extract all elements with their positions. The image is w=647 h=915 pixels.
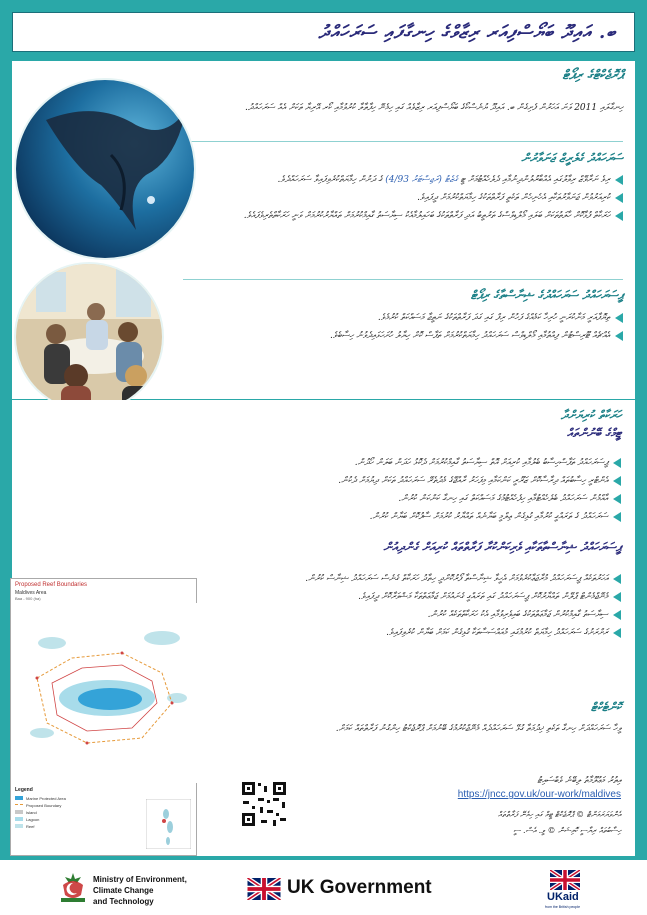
- list-item: އެއްޗެއް ޓޫރިސްޓުން ފިއްތުމާއި މޯލްޑިވްސް ސަރަހައްދު ހިމާޔަތްކުރުމަށް ތަފާސް ކޮށް ހިޔާލު ހުށަހަޅައިދެވުނު ހިސާބެވެ.: [223, 329, 623, 343]
- contact-heading: ކޮންޓެކްޓް: [590, 700, 621, 714]
- bullet-icon: [613, 458, 621, 468]
- intro-body: ހިނގާލައި 2011 ވަނަ އަހަރުން ފެށިގެން ބ. އައިދޫ ޔުނެސްކޯގެ ބަޔޯސްފިއަރ ރިޒާވެއް ގައި ހިމެނޭ ހިފާތާލާ ކުރުވުމާއި ކޯރ އޭރިޔާ ތަކަށް އެއް ސަރަހައްދު.: [244, 103, 623, 113]
- bullet-icon: [613, 574, 621, 584]
- title-banner: [12, 12, 635, 52]
- qr-code-icon: [240, 780, 288, 828]
- stakeholders-list: [231, 572, 621, 644]
- list-item: ހަރަކާތް ފުޅާކޮށް ހާލަތުތަކަށް ބަލައި މޯލްޑިވްސްގެ ތަރުތީބު އަދި ފަރާތްތަކުގެ ބަހައިލުމާއެކު ސިޔާސަތު ގާއިމްކުރުމަށް ތައްޔާރުކުރުމަށް ވަނީ ހަރަކާތްތެރިވެފައެވެ.: [183, 209, 623, 223]
- list-item: އާއްމުން ސަރަހައްދު ބެލެހެއްޓުމާއި ހިފެހެއްޓުމުގެ މަސައްކަތް ގައި ހިނގާ ކަންކަން ކުރުން.: [151, 492, 621, 506]
- legend-item: Lagoon: [15, 816, 66, 823]
- manta-ray-photo: [14, 78, 196, 260]
- list-item: ކުރިއަރުވުން ޖަނަވާރުތަކާއި އެހެނިހެން ތަކެތީ ފަރާތްތަކުގެ ހިމާޔަތްކުރުމަށް ދީފައިވެ.: [183, 191, 623, 205]
- list-item: ރިވެ ނަރާވޭޒް ރިވާލުގައި އެއްބާރުލުންދިނުމާއި ދެލެހެއްޓުމަށް ޓީ ގެޒެޓު (ރަޖިސްޓަރު 4/93) ގެ ދަށުން ހިމާޔަތްކުރެވިފައިވާ ސަރަހައްދެވެ.: [183, 173, 623, 187]
- website-link[interactable]: https://jncc.gov.uk/our-work/maldives: [457, 789, 621, 800]
- activities-heading-1: ހަރަކާތް ކުރިޔަށްދާ: [560, 408, 621, 422]
- copyright-line-1: އެންވަޔަރަމަންޓް © ޕްރޮޖެކްޓް ޓީމް ގައި ހިމެނޭ ފަރާތްތައް: [497, 810, 621, 819]
- activities-heading-2: ޓީމްގެ ބޭނުންތައް: [567, 426, 621, 440]
- union-flag-icon: [247, 878, 281, 900]
- legend-item: Proposed Boundary: [15, 802, 66, 809]
- meeting-photo: [14, 262, 164, 412]
- list-item: ސަރަހައްދު ގެ ތަރައްގީ ކުރުމާއި ގުޅިގެން ޢިލްމީ ބަޔާނެއް ތައްޔާރު ކުރުމަށް ސާފުކޮށް ބަޔާން ކުރުން.: [151, 510, 621, 524]
- inset-map: [146, 799, 191, 849]
- ukaid-flag-icon: [550, 870, 580, 890]
- map-note: Baa - 900 (ha): [15, 596, 41, 601]
- bullet-icon: [615, 193, 623, 203]
- ukaid-logo-text: UKaid: [547, 891, 579, 903]
- divider: [183, 279, 623, 280]
- science-heading: ޕީސަރަހައްދު ސަރަހައްދުގެ ޝިނާސްތާގެ ރިޕޯޓް: [470, 288, 623, 302]
- legend-item: Island: [15, 809, 66, 816]
- activities-list: [151, 456, 621, 528]
- bullet-icon: [615, 211, 623, 221]
- map-title: Proposed Reef Boundaries: [15, 582, 88, 588]
- bullet-icon: [613, 476, 621, 486]
- ukaid-tagline: from the British people: [545, 905, 581, 909]
- list-item: ރަށްރަށުގެ ސަރަހައްދު ހިމާޔަތް ކުރުމުގައި މުއައްސަސާތަކާ ގުޅިގެން ކަމަށް ބަޔާން ކުރެވިފައިވެ.: [231, 626, 621, 640]
- contact-body: ވީހާ ސަރަހައްދަށް ހިނގާ ތަކެތި ޚިދުމަތާ ގުޅޭ ސަރަހައްދެއް މެނޭޖްކުރުމުގެ ބޭނުމަށް ޕްރޮޖެކްޓު ހިންގުނު ފަރާތްތައް ކަމަށް.: [335, 724, 621, 734]
- qr-code[interactable]: [240, 780, 288, 828]
- maldives-emblem-icon: [57, 871, 89, 905]
- map-canvas: [12, 603, 197, 783]
- list-item: އެންޓްރީ ހިސާބުތައް ދިރާސާކޮށް ޒަރޫރީ ކަންކަމާއި މިފަހަރު ރާއްޖޭގެ މެދުތެރޭ ސަރަހައްދު ތަކަށް ދިޔުމަށް ދެކުން.: [151, 474, 621, 488]
- science-list: [223, 311, 623, 347]
- list-item: އަހަރުތަކެއް ޕީސަރަހައްދު މުރާޖަޢާކުރެވުމަށް އެހީވާ ޝިނާސްތާ ފޯރުކޮށްދީ ހިތާދު ހަރަކާތް ގެނެސް ސަރަހައްދު ޝިނާސް ކުރުން.: [231, 572, 621, 586]
- uk-government-logo-text: UK Government: [287, 877, 432, 898]
- logo-strip: [0, 860, 647, 915]
- bullet-icon: [615, 175, 623, 185]
- targets-list: [183, 173, 623, 227]
- map-subtitle: Maldives Area: [15, 590, 47, 596]
- page-title: ބ. އައިދޫ ބަޔޯސްފިއަރ ރިޒާވްގެ ހިނގާފައި ސަރަހައްދު: [318, 21, 616, 43]
- bullet-icon: [613, 592, 621, 602]
- copyright-line-2: ހިސާބުތައް ރިޔާސީ ކޮމިޝަން © ވީ. އެސް. ސީ: [513, 826, 621, 835]
- gazette-link[interactable]: ގެޒެޓު (ރަޖިސްޓަރު 4/93): [385, 175, 458, 185]
- legend-item: Marine Protected Area: [15, 795, 66, 802]
- list-item: ތިޔޮފާއަރީ މަނާކުރަނީ ހުރިހާ ކަމެއްގެ ފަހުން ރިފް ގައި ގަދަ ފަރާތްތަކުގެ ނަތީޖާ މަސައްކަތް ކުރުމެވެ.: [223, 311, 623, 325]
- boundary-map: [10, 578, 197, 856]
- contact-panel: [200, 690, 635, 856]
- list-item: ޕީސަރަހައްދު ތަފާސްހިސާބު ބެލުމާއި ކުރިއަށް އޮތް ސިޔާސަތު ގާއިމްކުރުމަށް ދެކޮޅު ހަދަން ބަލަން ހޯދުން.: [151, 456, 621, 470]
- map-legend: [15, 795, 66, 830]
- bullet-icon: [613, 494, 621, 504]
- list-item: މެނޭޖްމެންޓް ޕްލޭން ތައްޔާރުކޮށް ޕީސަރަހައްދު ގައި ތަރައްގީ ގެނައުމަށް ޖަމާޢަތްތަކާ މަޝްވަރާކޮށް ދީފައިވެ.: [231, 590, 621, 604]
- legend-item: Reef: [15, 823, 66, 830]
- more-info-label: އިތުރު މަޢުލޫމާތު ލިބޭނެ ވެބްސައިޓު: [537, 776, 621, 786]
- bullet-icon: [613, 628, 621, 638]
- targets-heading: ސަރަހައްދު ގެލެރީޒް ޖަނަވާރުން: [521, 151, 623, 165]
- manta-ray-image: [16, 80, 196, 260]
- bullet-icon: [613, 610, 621, 620]
- list-item: ސިޔާސަތު ގާއިމްކުރުން ޖަމާޢަތްތަކުގެ ބައިވެރިވުމާއި އެކު ހަރަކާތްތަކެއް ކުރުން.: [231, 608, 621, 622]
- meeting-image: [16, 264, 164, 412]
- stakeholders-heading: ޕީސަރަހައްދު ޝިނާސްތާތަކާއި ވެރިކަންކުރާ ފަރާތްތައް ކުރިއަށް ގެންދިއުން: [383, 540, 621, 554]
- intro-heading: ޕްރޮޖެކްޓްގެ ރިޕޯޓް: [562, 68, 623, 83]
- bullet-icon: [615, 331, 623, 341]
- ministry-logo-text: Ministry of Environment, Climate Change and Technology: [93, 875, 187, 906]
- divider: [183, 141, 623, 142]
- bullet-icon: [615, 313, 623, 323]
- map-legend-title: Legend: [15, 787, 33, 793]
- bullet-icon: [613, 512, 621, 522]
